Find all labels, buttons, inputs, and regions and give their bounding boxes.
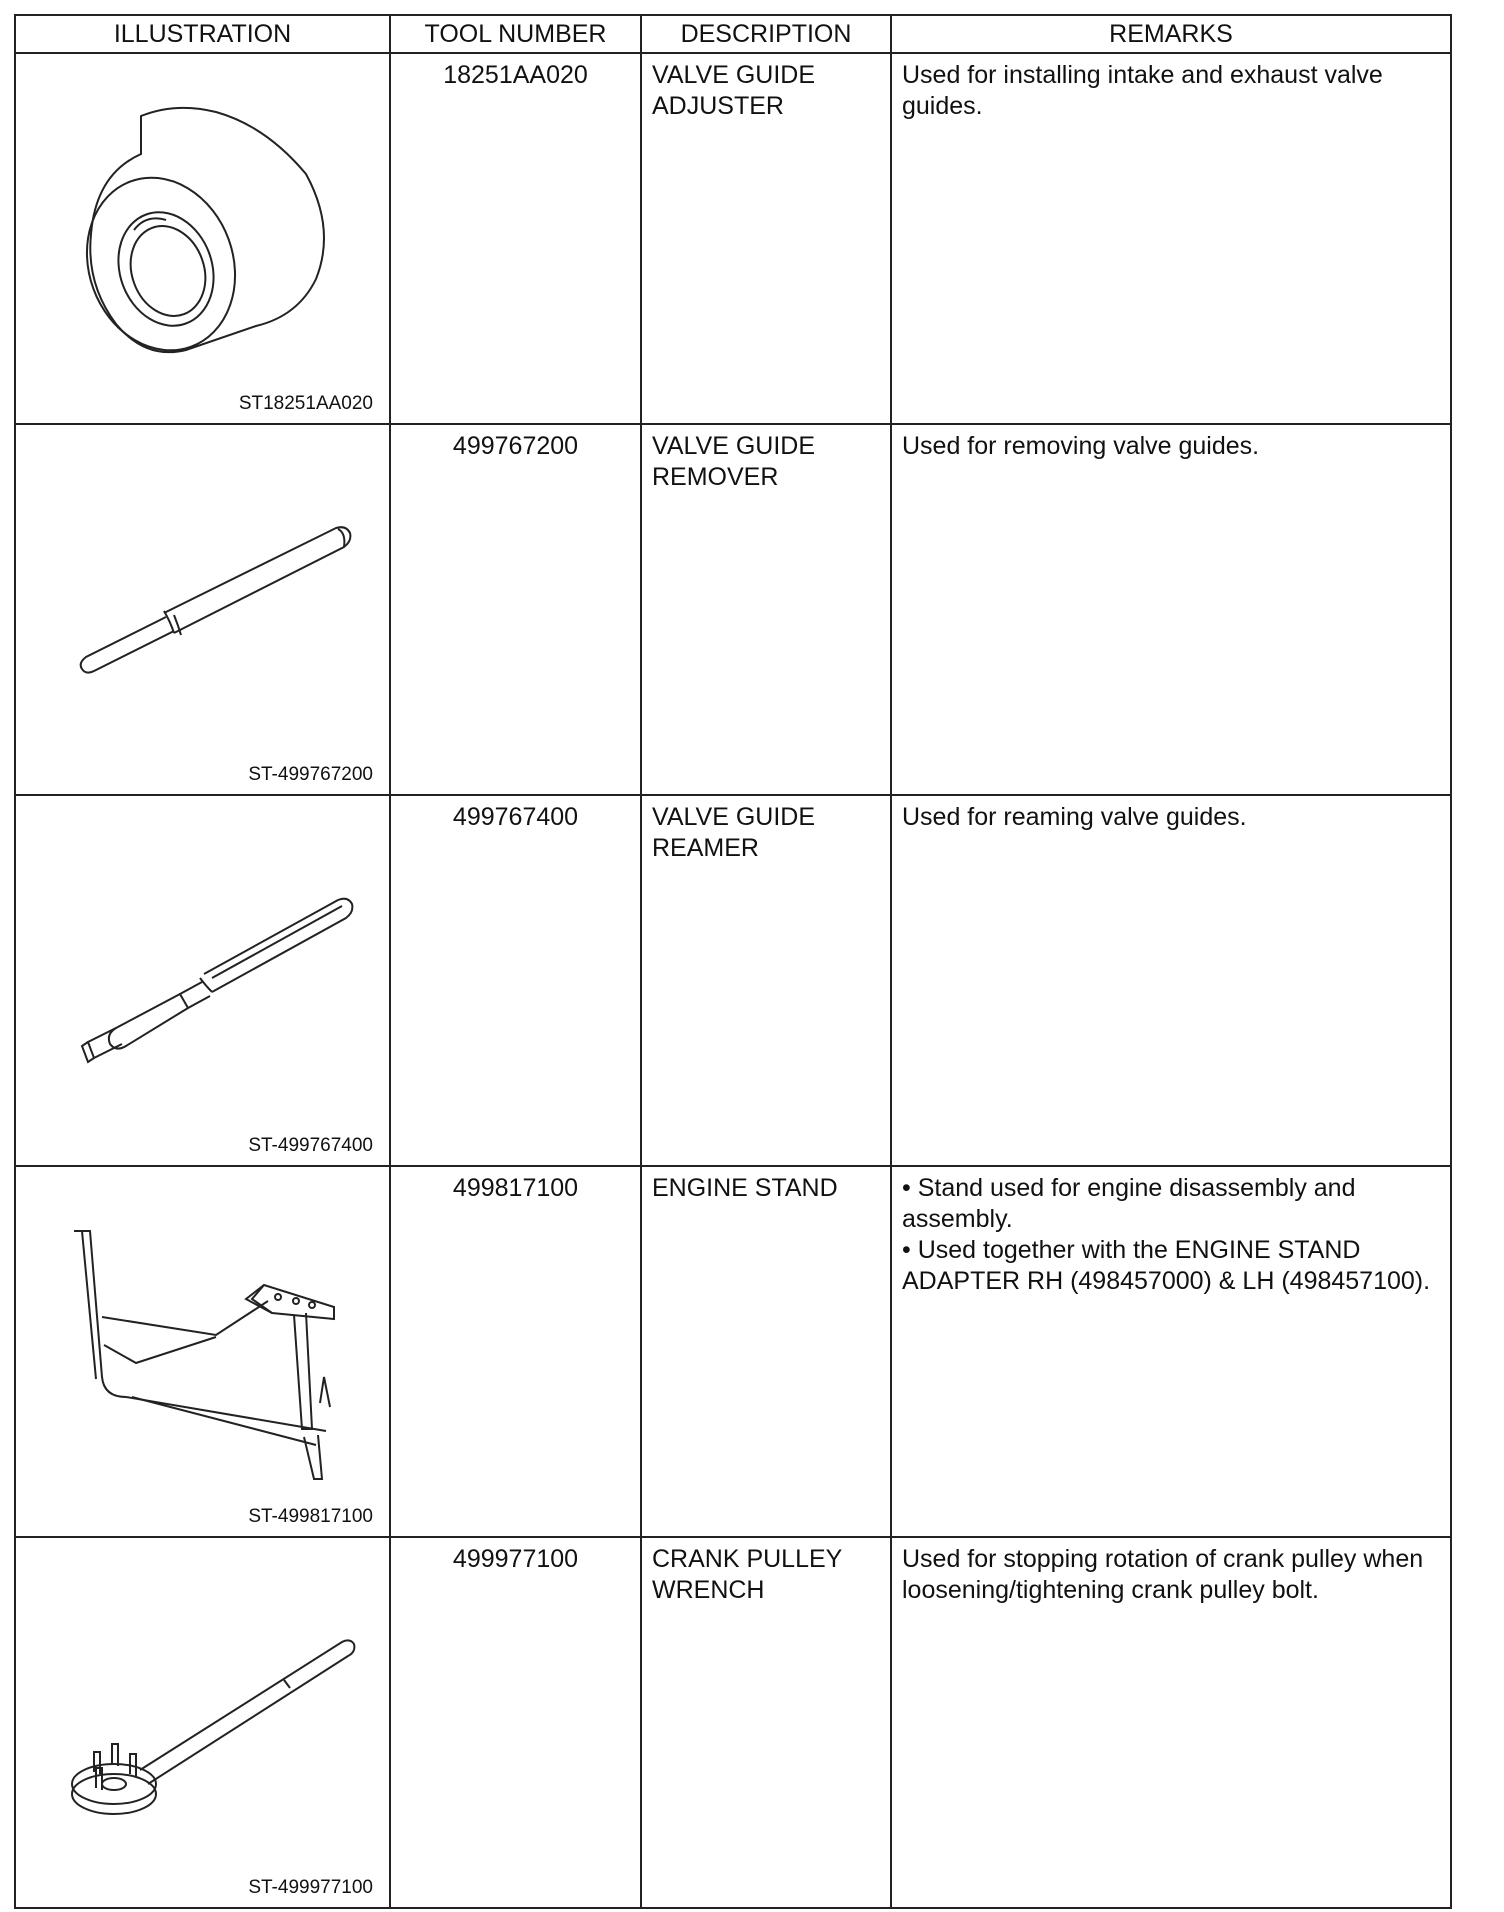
tool-description: ENGINE STAND (641, 1166, 891, 1537)
header-row (15, 15, 1451, 53)
tool-description: VALVE GUIDE REMOVER (641, 424, 891, 795)
tool-number: 499767200 (390, 424, 641, 795)
tool-remarks (891, 1537, 1451, 1908)
tool-number: 499767400 (390, 795, 641, 1166)
tool-remarks (891, 795, 1451, 1166)
valve-guide-reamer-icon (16, 796, 388, 1159)
header-remarks: REMARKS (891, 15, 1451, 53)
special-tools-table (14, 14, 1452, 1909)
tool-remarks (891, 53, 1451, 424)
valve-guide-adjuster-icon (16, 54, 388, 417)
remark-text: Used for stopping rotation of crank pulley when loosening/tightening crank pulley bolt. (902, 1545, 1424, 1604)
illustration-cell (15, 1166, 390, 1537)
table-row (15, 1166, 1451, 1537)
tool-description: VALVE GUIDE ADJUSTER (641, 53, 891, 424)
illustration-cell (15, 795, 390, 1166)
image-code: ST-499767400 (248, 1135, 373, 1156)
engine-stand-icon (16, 1167, 388, 1530)
remark-text: Used for installing intake and exhaust valve guides. (902, 61, 1383, 120)
remark-bullet: • Stand used for engine disassembly and assembly. (902, 1173, 1440, 1235)
table-row (15, 424, 1451, 795)
header-tool-number: TOOL NUMBER (390, 15, 641, 53)
image-code: ST18251AA020 (238, 393, 373, 414)
remark-bullet: • Used together with the ENGINE STAND ADAPTER RH (498457000) & LH (498457100). (902, 1235, 1440, 1297)
image-code: ST-499977100 (248, 1877, 373, 1898)
image-code: ST-499817100 (248, 1506, 373, 1527)
tool-number: 18251AA020 (390, 53, 641, 424)
tool-remarks (891, 424, 1451, 795)
crank-pulley-wrench-icon (16, 1538, 388, 1901)
image-code: ST-499767200 (248, 764, 373, 785)
header-illustration: ILLUSTRATION (15, 15, 390, 53)
illustration-cell (15, 424, 390, 795)
remark-text: Used for removing valve guides. (902, 432, 1260, 460)
illustration-cell (15, 53, 390, 424)
remark-text: Used for reaming valve guides. (902, 803, 1247, 831)
tool-number: 499817100 (390, 1166, 641, 1537)
table-row (15, 1537, 1451, 1908)
table-row (15, 53, 1451, 424)
tool-remarks (891, 1166, 1451, 1537)
tool-description: VALVE GUIDE REAMER (641, 795, 891, 1166)
tool-number: 499977100 (390, 1537, 641, 1908)
valve-guide-remover-icon (16, 425, 388, 788)
table-row (15, 795, 1451, 1166)
illustration-cell (15, 1537, 390, 1908)
tool-description: CRANK PULLEY WRENCH (641, 1537, 891, 1908)
header-description: DESCRIPTION (641, 15, 891, 53)
